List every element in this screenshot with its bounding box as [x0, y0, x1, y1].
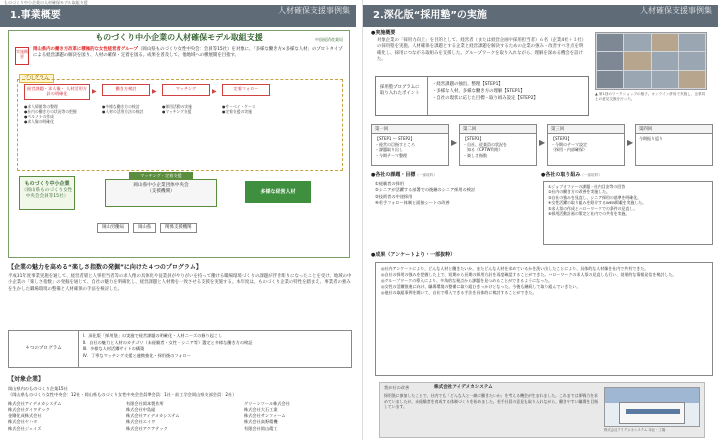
session-step-head: 第二回 [459, 124, 537, 133]
photo-caption: ▲ 第1回のワークショップの様子。オンライン併用で実施し、企業同士の意見交換を行った。 [595, 92, 706, 101]
partner-org: 関係支援機関 [160, 223, 196, 233]
program-step-2: 働き方検討 [102, 84, 150, 96]
list-item: 株式会社サンファーム [244, 413, 286, 419]
session-steps [371, 124, 713, 166]
list-item: ◎社内アンケートにより、どんな人材と働きたいか、またどんな人材を求めているかを洗い出したことにより、具体的な人材像を社内で共有できた。 [381, 266, 649, 271]
list-item: ⑥採用活動計画の策定と社内での共有を実施。 [548, 211, 630, 217]
factory-caption: 株式会社アイデメカシステム 本社・工場 [604, 428, 666, 432]
arrow-icon: ▶ [152, 88, 157, 95]
company-column [244, 401, 352, 431]
company-column [126, 401, 234, 431]
program-desc-1: ●求人情報等の整理 ●社内の働き方の状況等の把握 ●ペルソナの作成 ●求人像の明確化 [24, 104, 77, 125]
organization-name: 中国経済産業局 [315, 37, 343, 42]
list-item: ②シニアが活躍する部署での後継のシニア採用の検討 [375, 187, 476, 193]
left-page [0, 0, 356, 440]
list-item: 株式会社高野精機 [244, 419, 278, 425]
programs-body: 平成31年度事業実施を通して、経営者層と人事担当者等の求人像の具体化や従業員がやりがいを持って働ける職場環境づくりの課題が浮き彫りになったことを受け、地域の中小企業の「楽しさ指数」の発掘を通じて、自社の魅力を明確化し、経営課題と人材像を一致させる支援を実施する。本年度は、ものづくり企業の特性を踏まえ、事業者の強みを生かした職場環境の整備と人材確保の手法を検討した。 [8, 274, 352, 292]
list-item: ・自社の現状に応じた目標・取り組み設定【STEP2】 [432, 96, 538, 102]
workshop-photo [595, 32, 707, 90]
program-desc-2: ●多様な働き方の検討 ●人材の活用方法の検討 [102, 104, 144, 115]
case-company: 株式会社アイデメカシステム [434, 385, 493, 390]
right-page [362, 0, 718, 440]
section-title: 1.事業概要 [10, 10, 61, 21]
program-desc-4: ●サーベイ・ケース ●定着支援の実施 [222, 104, 256, 115]
results-heading: ●成果（アンケートより・一部抜粋） [371, 252, 456, 258]
support-org-box [105, 179, 217, 207]
results-box [375, 262, 713, 376]
programs-table-label: ４つのプログラム [9, 331, 79, 367]
list-item: ⑤求人票の作成とハローワークでの条件の見直し。 [548, 205, 638, 211]
list-item: ◎グループワークの導入により、多角的な視点から課題を見つめることができるようになった。 [381, 278, 553, 283]
header-right-title: 人材確保支援事例集 [278, 6, 350, 15]
support-org-name: 岡山県中小企業団体中央会 [133, 183, 189, 188]
list-item: ①ジョブオファーの課題・社内目安等の回答 [548, 184, 626, 189]
points-box [375, 76, 589, 116]
goals-title: ●各社の課題・目標 [371, 172, 416, 178]
arrow-icon: ▶ [539, 138, 546, 147]
company-case-card [379, 382, 705, 438]
session-step-body: 今期振り返り [635, 133, 713, 166]
program-desc-3: ●採用活動の実施 ●マッチング支援 [162, 104, 192, 115]
programs-heading: 【企業の魅力を高める“楽しさ指数の発掘”に向けた４つのプログラム】 [8, 264, 202, 271]
session-step-body: 【STEP1 ～ STEP2】 ・経営の目指すところ ・課題取り出し ・今期テーマ整理 [371, 133, 449, 166]
list-item: ◎女性の活躍推進に向け、職場環境の整備に取り組むきっかけとなった。今後も継続して取り組んでいきたい。 [381, 284, 581, 289]
target-line-2: （岡山県ものづくり女性中央会：12社・岡山県ものづくり女性中央会会員準会員：1社・前工学会岡山県支部会員：2社） [8, 392, 237, 398]
matching-tag: マッチング・定着支援 [129, 172, 193, 180]
intro-body: （岡山県ものづくり女性中央会：会員等15社）を対象に、「多様な働き方×多様な人材」のプロトタイプによる経営課題の解決を図り、人材の確保・定着を図る。成果を普及して、他地域への横展開を目指す。 [33, 47, 343, 59]
support-org-sub: （支援機関） [147, 189, 175, 195]
list-item: ③技術者の中途採用 [375, 193, 413, 199]
session-step-4 [635, 124, 713, 166]
goals-list [375, 181, 535, 206]
list-item: ④女性活躍の取り組みを紹介するWEB掲載を実施した。 [548, 200, 647, 206]
program-step-3: マッチング [162, 84, 210, 96]
efforts-note: （一部抜粋） [580, 173, 602, 177]
top-running-text: ものづくり中小企業の人材確保モデル取組支援 [4, 0, 88, 5]
case-text: 採用塾に参加したことで、社内でも「どんな人と一緒に働きたいか」を考える機会が生まれました。これまでは即戦力を求めていましたが、未経験者を育成する体制づくりを始めました。若手社員の意見も取り入れながら、働きやすい職場を目指しています。 [384, 393, 598, 410]
efforts-heading [541, 172, 602, 179]
diverse-talent-box: 多様な経営人材 [245, 181, 311, 203]
list-item: 株式会社ジェイズ [8, 425, 42, 431]
list-item: 有限会社岡山精工 [244, 425, 278, 431]
table-row: Ⅰ．深化版「採用塾」の実施で経営課題の明確化・人材ニーズの掘り起こし [83, 333, 223, 338]
list-item: 株式会社ヤハタ [8, 419, 38, 425]
list-item: 株式会社アイデメカシステム [8, 401, 62, 407]
programs-table-rows [83, 333, 347, 360]
arrow-icon: ▶ [212, 88, 217, 95]
session-step-3 [547, 124, 625, 166]
efforts-title: ●各社の取り組み [541, 172, 581, 178]
list-item: 株式会社大石工業 [244, 407, 278, 413]
target-companies-box [19, 176, 75, 210]
section-title: 2.深化版“採用塾”の実施 [373, 10, 487, 21]
company-column [8, 401, 116, 431]
partner-org: 岡山労働局 [97, 223, 129, 233]
intro-text [33, 47, 345, 60]
table-row: Ⅲ．多様な人材活躍サイトの構築 [83, 346, 145, 352]
session-step-body: 【STEP3】 ・自社、従業員の状況を 知る（CPTW利用） ・楽しさ指数 [459, 133, 537, 166]
header-right-title: 人材確保支援事例集 [640, 6, 712, 15]
goals-heading [371, 172, 437, 179]
list-item: 株式会社中島組 [126, 407, 156, 413]
target-companies-sub: （岡山県ものづくり女性中央会会員等15社） [21, 187, 73, 199]
target-companies-title: ものづくり中小企業 [24, 181, 70, 187]
overview-tag: 実施概要 [15, 47, 29, 65]
section-header [0, 5, 356, 27]
section-header [363, 5, 718, 27]
program-label: プログラム [19, 74, 54, 83]
session-step-head: 第四回 [635, 124, 713, 133]
goals-note: （一部抜粋） [415, 173, 437, 177]
list-item: 株式会社エイワ [126, 419, 156, 425]
intro-highlight: 岡山県内の働き方改革に積極的な女性経営者グループ [33, 47, 139, 52]
overview-heading: ●実施概要 [371, 30, 396, 36]
list-item: 株式会社ダイワテック [8, 407, 50, 413]
session-step-body: 【STEP3】 ・今期のテーマ設定 （採用・内部確保） [547, 133, 625, 166]
case-label: 我が社の改善 [384, 385, 410, 390]
overview-body: 対象企業の「採用力向上」を目的として、経営者（または経営企画や採用担当者）６名（企業4社＋３社）の採用塾を実施。人材確保を課題とする企業と経営課題を解決するための企業の強み・改善すべき点を明確化し、採用につながる取組みを支援した。グループワークを取り入れながら、理解を深める機会を設けた。 [377, 38, 587, 63]
points-list [432, 81, 538, 102]
company-columns [8, 401, 352, 431]
session-step-1 [371, 124, 449, 166]
partner-org: 岡山県 [133, 223, 156, 233]
target-list [8, 386, 352, 432]
list-item: ・多様な人材、多様な働き方の理解【STEP1】 [432, 89, 525, 95]
efforts-list [543, 181, 713, 245]
list-item: 株式会社アクアテック [126, 425, 168, 431]
session-step-head: 第三回 [547, 124, 625, 133]
list-item: ◎自社の採用の強みを把握した上で、短期から長期の採用方針を再度確認することができた。ハローワークの求人票の見直しも行い、効果的な情報発信を検討した。 [381, 272, 677, 277]
building-image [619, 402, 685, 424]
list-item: 有限会社岡本製作所 [126, 401, 164, 407]
list-item: 金剛化成株式会社 [8, 413, 42, 419]
table-row: Ⅱ．自社の魅力と人材のカテゴリ（未経験者・女性・シニア等）選定と多様な働き方の検証 [83, 339, 253, 345]
session-step-head: 第一回 [371, 124, 449, 133]
points-label: 採用塾プログラムに取り入れたポイント [376, 77, 428, 115]
list-item: ②社内の働き方の改善を実施した。 [548, 189, 610, 195]
session-step-2 [459, 124, 537, 166]
programs-table [8, 330, 352, 368]
arrow-icon: ▶ [92, 88, 97, 95]
list-item: ④若手フォロー体制と面接シートの改善 [375, 199, 450, 205]
list-item: ①経験者の採用 [375, 181, 404, 186]
arrow-icon: ▶ [451, 138, 458, 147]
list-item: ◎他社の取組事例を聞いて、自社で導入できる手法を具体的に検討することができた。 [381, 290, 537, 295]
arrow-icon: ▶ [627, 138, 634, 147]
list-item: グリーンツール株式会社 [244, 401, 290, 407]
list-item: ③自社の強みを見直し、シニア採用の基準を明確化。 [548, 194, 641, 200]
program-flow [17, 79, 343, 171]
panel-title: ものづくり中小企業の人材確保モデル取組支援 [95, 33, 263, 42]
program-step-4: 定着フォロー [222, 84, 270, 96]
list-item: ・経営課題の抽出、整理【STEP1】 [432, 82, 503, 87]
partner-orgs [97, 223, 197, 233]
program-overview-panel [8, 30, 350, 258]
table-row: Ⅳ．丁寧なマッチング支援と連携強化・採用後のフォロー [83, 353, 191, 359]
factory-photo [604, 387, 700, 427]
target-line-1: 岡山県内のものづくり企業15社 [8, 386, 68, 391]
program-step-1: 経営課題・求人像・ 人材活用方針の明確化 [24, 84, 90, 100]
target-heading: 【対象企業】 [8, 376, 45, 383]
list-item: 株式会社アイデメカシステム [126, 413, 180, 419]
